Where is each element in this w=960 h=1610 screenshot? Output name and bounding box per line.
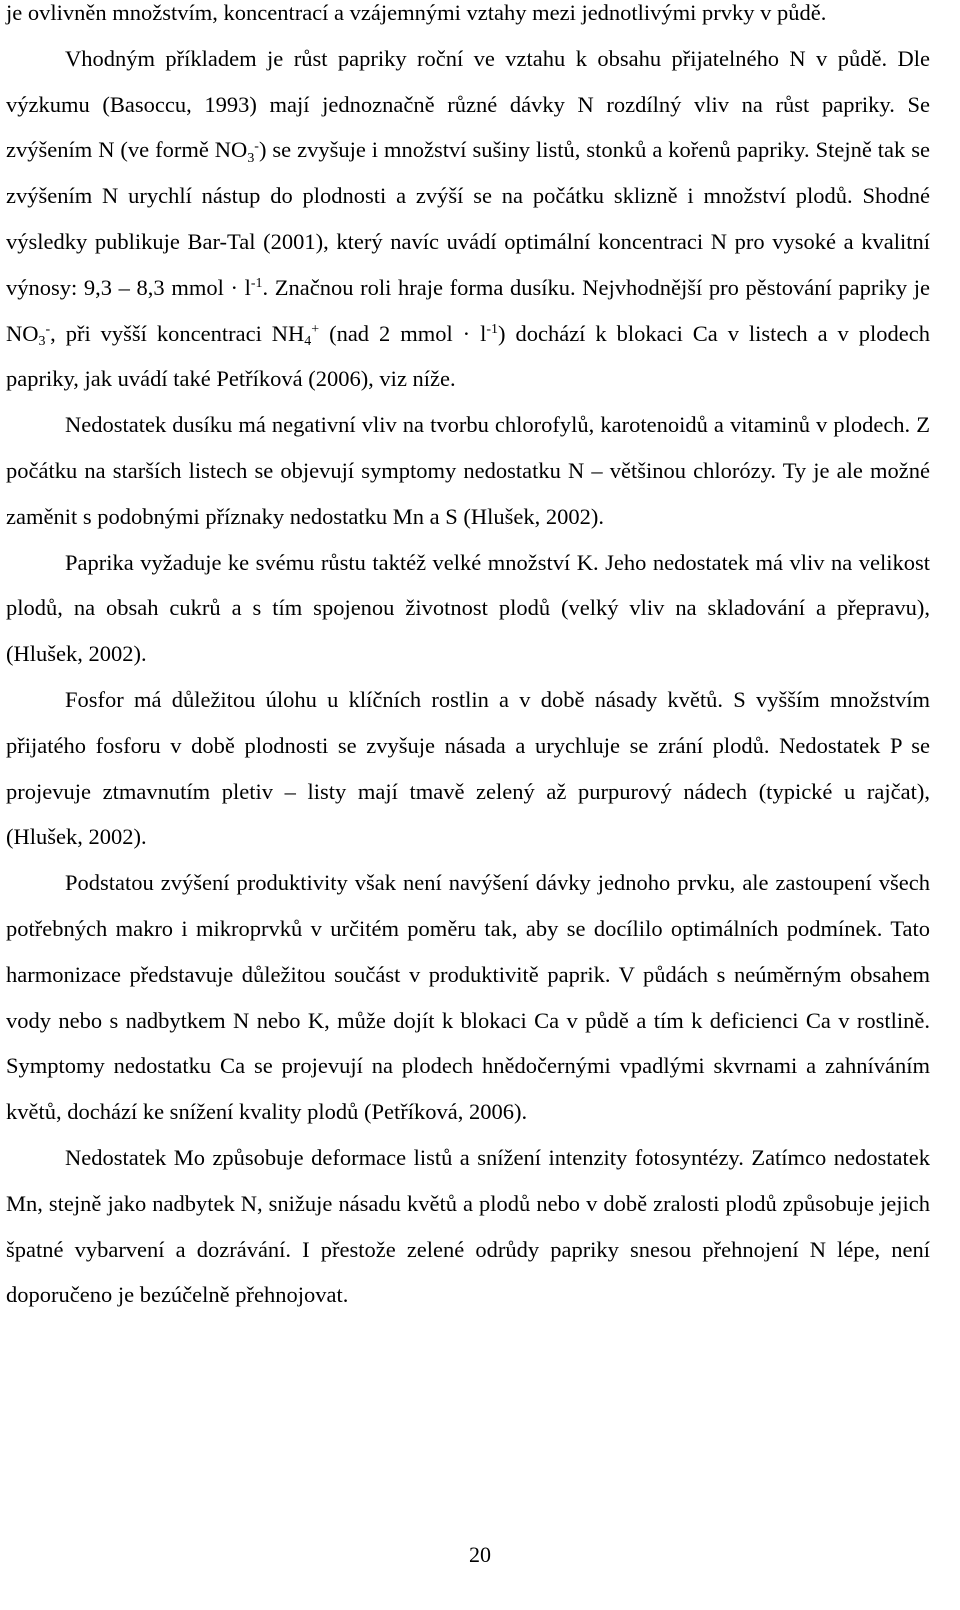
subscript: 4 (304, 333, 312, 349)
text-run: Nedostatek dusíku má negativní vliv na tvorbu chlorofylů, karotenoidů a vitaminů v plodech. Z počátku na starších listech se objevují symptomy nedostatku N – většinou chlorózy. Ty je ale možné zaměnit s podobnými příznaky nedostatku Mn a S (Hlušek, 2002). (6, 412, 930, 529)
paragraph (6, 1135, 930, 1318)
body-text (6, 0, 930, 1318)
text-run: . Značnou roli hraje forma dusíku. Nejvhodnější pro pěstování papriky je NO (6, 274, 930, 346)
text-run: Vhodným příkladem je růst papriky roční ve vztahu k obsahu přijatelného N v půdě. Dle výzkumu (Basoccu, 1993) mají jednoznačně různé dávky N rozdílný vliv na růst papriky. Se zvýšením N (ve formě NO (6, 45, 930, 163)
text-run: , při vyšší koncentraci NH (50, 320, 305, 346)
text-run: ) se zvyšuje i množství sušiny listů, stonků a kořenů papriky. Stejně tak se zvýšením N urychlí nástup do plodnosti a zvýší se na počátku sklizně i množství plodů. Shodné výsledky publikuje Bar-Tal (2001), který navíc uvádí optimální koncentraci N pro vysoké a kvalitní výnosy: 9,3 – 8,3 mmol · l (6, 137, 930, 300)
superscript: -1 (486, 321, 499, 337)
paragraph (6, 540, 930, 677)
subscript: 3 (247, 150, 255, 166)
text-run: Paprika vyžaduje ke svému růstu taktéž velké množství K. Jeho nedostatek má vliv na velikost plodů, na obsah cukrů a s tím spojenou životnost plodů (velký vliv na skladování a přepravu), (Hlušek, 2002). (6, 549, 930, 667)
text-run: je ovlivněn množstvím, koncentrací a vzájemnými vztahy mezi jednotlivými prvky v půdě. (6, 0, 827, 25)
superscript: - (254, 138, 259, 154)
text-run: ) dochází k blokaci Ca v listech a v plodech papriky, jak uvádí také Petříková (2006), viz níže. (6, 320, 930, 392)
subscript: 3 (38, 333, 46, 349)
paragraph (6, 36, 930, 402)
page-number: 20 (469, 1542, 491, 1567)
text-run: (nad 2 mmol · l (319, 320, 487, 346)
paragraph (6, 677, 930, 860)
text-run: Podstatou zvýšení produktivity však není navýšení dávky jednoho prvku, ale zastoupení všech potřebných makro i mikroprvků v určitém poměru tak, aby se docílilo optimálních podmínek. Tato harmonizace představuje důležitou součást v produktivitě paprik. V půdách s neúměrným obsahem vody nebo s nadbytkem N nebo K, může dojít k blokaci Ca v půdě a tím k deficienci Ca v rostlině. Symptomy nedostatku Ca se projevují na plodech hnědočernými vpadlými skvrnami a zahníváním květů, dochází ke snížení kvality plodů (Petříková, 2006). (6, 870, 930, 1125)
paragraph (6, 0, 930, 36)
paragraph (6, 860, 930, 1135)
paragraph (6, 402, 930, 539)
superscript: + (311, 321, 320, 337)
text-run: Nedostatek Mo způsobuje deformace listů a snížení intenzity fotosyntézy. Zatímco nedostatek Mn, stejně jako nadbytek N, snižuje násadu květů a plodů nebo v době zralosti plodů způsobuje jejich špatné vybarvení a dozrávání. I přestože zelené odrůdy papriky snesou přehnojení N lépe, není doporučeno je bezúčelně přehnojovat. (6, 1144, 930, 1308)
superscript: - (45, 321, 51, 337)
superscript: -1 (250, 276, 263, 292)
text-run: Fosfor má důležitou úlohu u klíčních rostlin a v době násady květů. S vyšším množstvím přijatého fosforu v době plodnosti se zvyšuje násada a urychluje se zrání plodů. Nedostatek P se projevuje ztmavnutím pletiv – listy mají tmavě zelený až purpurový nádech (typické u rajčat), (Hlušek, 2002). (6, 686, 930, 850)
